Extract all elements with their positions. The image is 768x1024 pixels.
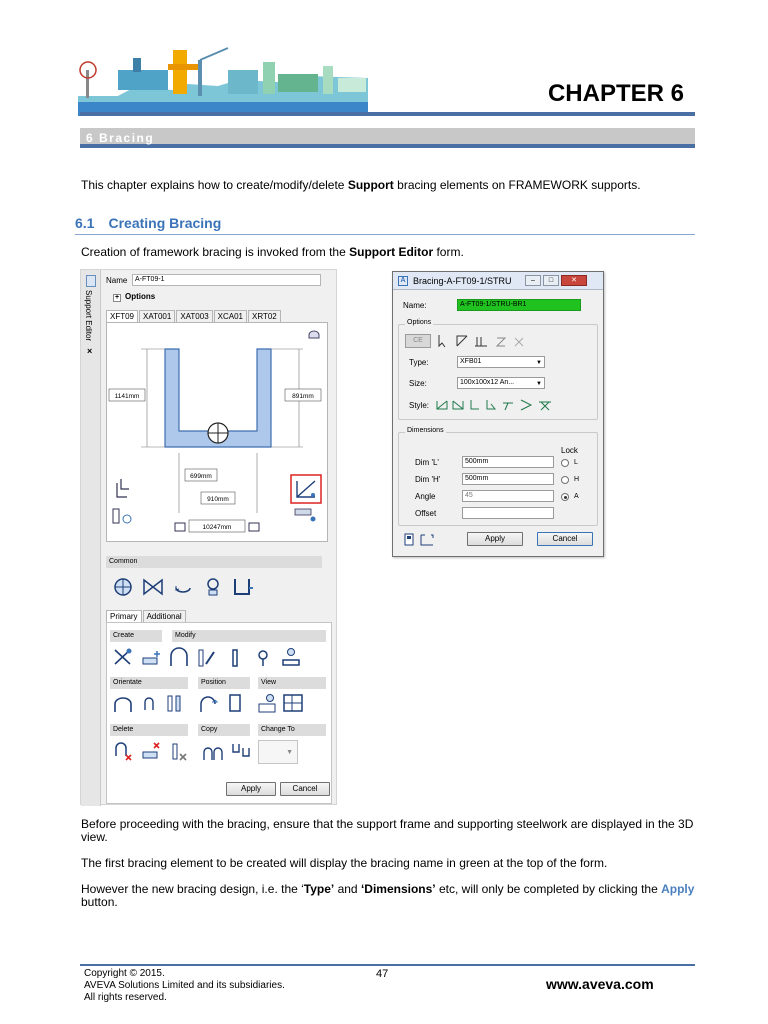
copyright-line-3: All rights reserved. bbox=[84, 992, 167, 1003]
apply-paragraph bbox=[81, 883, 695, 909]
copy-u-icon[interactable] bbox=[230, 740, 252, 762]
modify-arch-icon[interactable] bbox=[168, 646, 190, 668]
view-group-header: View bbox=[258, 677, 326, 689]
lock-l-label: L bbox=[574, 459, 578, 466]
delete-column-icon[interactable] bbox=[168, 740, 190, 762]
creation-paragraph bbox=[81, 246, 464, 259]
attach-rotate-icon[interactable] bbox=[113, 509, 131, 523]
position-move-icon[interactable] bbox=[198, 692, 220, 714]
style-4-icon[interactable] bbox=[487, 400, 495, 409]
tab-xrt02[interactable]: XRT02 bbox=[248, 310, 281, 322]
header-banner-graphic bbox=[78, 40, 368, 116]
section-title: 6 Bracing bbox=[86, 131, 155, 145]
delete-group-header: Delete bbox=[110, 724, 188, 736]
copy-group-header: Copy bbox=[198, 724, 250, 736]
lock-label: Lock bbox=[561, 446, 578, 455]
intro-text-c: bracing elements on FRAMEWORK supports. bbox=[393, 178, 641, 192]
view-grid-icon[interactable] bbox=[282, 692, 304, 714]
se-tab-strip bbox=[106, 310, 282, 322]
orientate-flip-icon[interactable] bbox=[138, 692, 160, 714]
first-bracing-paragraph: The first bracing element to be created will display the bracing name in green at the top of the form. bbox=[81, 856, 608, 870]
dimensions-legend: Dimensions bbox=[407, 427, 444, 434]
rotate-icon[interactable] bbox=[172, 576, 194, 598]
lock-a-radio[interactable] bbox=[561, 493, 569, 501]
position-group-header: Position bbox=[198, 677, 250, 689]
position-rect-icon[interactable] bbox=[224, 692, 246, 714]
chapter-title: CHAPTER 6 bbox=[547, 80, 684, 107]
modify-group-header: Modify bbox=[172, 630, 326, 642]
ce-button[interactable]: CE bbox=[405, 334, 431, 348]
common-group-header: Common bbox=[106, 556, 322, 568]
app-icon: A bbox=[398, 276, 408, 286]
intro-paragraph bbox=[81, 179, 641, 192]
style-label: Style: bbox=[409, 401, 430, 410]
style-1-icon[interactable] bbox=[437, 401, 447, 409]
copyright-line-1: Copyright © 2015. bbox=[84, 968, 165, 979]
se-options-toggle[interactable] bbox=[113, 292, 155, 302]
angle-input[interactable]: 45 bbox=[462, 490, 554, 502]
se-name-label: Name bbox=[106, 276, 128, 285]
common-icon-row bbox=[112, 576, 254, 598]
tab-additional[interactable]: Additional bbox=[143, 610, 186, 622]
u-frame-icon[interactable] bbox=[232, 576, 254, 598]
minimize-icon[interactable]: – bbox=[525, 275, 541, 286]
lock-a-label: A bbox=[574, 493, 579, 500]
p1-text-bold: Support Editor bbox=[349, 245, 434, 259]
dim-l-input[interactable]: 500mm bbox=[462, 456, 554, 468]
bottom-left-icon[interactable] bbox=[175, 523, 185, 531]
dim-d3-label[interactable]: 10247mm bbox=[202, 524, 232, 531]
modify-hanger-icon[interactable] bbox=[252, 646, 274, 668]
p1-text-a: Creation of framework bracing is invoked from the bbox=[81, 245, 350, 259]
bottom-right-icon[interactable] bbox=[249, 523, 259, 531]
style-7-icon[interactable] bbox=[539, 402, 551, 410]
angle-label: Angle bbox=[415, 492, 436, 501]
subsection-title: Creating Bracing bbox=[108, 215, 222, 231]
double-column-icon[interactable] bbox=[475, 337, 487, 346]
se-cancel-button[interactable]: Cancel bbox=[280, 782, 330, 796]
create-modify-icon-row bbox=[112, 646, 302, 668]
tab-primary[interactable]: Primary bbox=[106, 610, 142, 622]
dim-right-label[interactable]: 891mm bbox=[292, 393, 314, 400]
support-editor-vertical-title: Support Editor bbox=[84, 290, 93, 342]
proceed-paragraph: Before proceeding with the bracing, ensure that the support frame and supporting steelwork are displayed in the 3D view. bbox=[81, 817, 694, 844]
bracing-apply-button[interactable]: Apply bbox=[467, 532, 523, 546]
bracing-dialog bbox=[392, 271, 604, 557]
expand-icon[interactable]: + bbox=[114, 294, 120, 301]
lock-h-radio[interactable] bbox=[561, 476, 569, 484]
bracing-cancel-button[interactable]: Cancel bbox=[537, 532, 593, 546]
bracing-name-label: Name: bbox=[403, 301, 427, 310]
style-6-icon[interactable] bbox=[521, 400, 531, 410]
delete-plate-icon[interactable] bbox=[140, 740, 162, 762]
lock-l-radio[interactable] bbox=[561, 459, 569, 467]
globe-icon[interactable] bbox=[112, 576, 134, 598]
modify-user-icon[interactable] bbox=[280, 646, 302, 668]
chevron-down-icon: ▼ bbox=[536, 381, 542, 387]
subsection-rule bbox=[75, 234, 695, 235]
support-drawing-canvas[interactable] bbox=[106, 322, 328, 542]
lock-h-label: H bbox=[574, 476, 580, 483]
bracing-small-icon[interactable] bbox=[295, 509, 316, 522]
bracing-icon[interactable] bbox=[291, 475, 321, 503]
offset-input[interactable] bbox=[462, 507, 554, 519]
se-name-input[interactable]: A-FT09-1 bbox=[132, 274, 321, 286]
p4-text-and: and bbox=[334, 882, 361, 896]
support-editor-sidetab bbox=[81, 270, 101, 806]
change-to-dropdown[interactable] bbox=[258, 740, 298, 764]
size-value: 100x100x12 An... bbox=[460, 379, 515, 386]
type-label: Type: bbox=[409, 358, 429, 367]
modify-edit-icon[interactable] bbox=[196, 646, 218, 668]
clamp-icon[interactable] bbox=[202, 576, 224, 598]
chevron-down-icon: ▼ bbox=[286, 749, 293, 756]
apply-link[interactable]: Apply bbox=[661, 882, 695, 896]
orientate-position-view-icon-row bbox=[112, 692, 304, 714]
dim-h-label: Dim 'H' bbox=[415, 475, 441, 484]
orientate-columns-icon[interactable] bbox=[164, 692, 186, 714]
maximize-icon[interactable]: □ bbox=[543, 275, 559, 286]
style-2-icon[interactable] bbox=[453, 401, 463, 409]
flip-v-icon[interactable] bbox=[515, 338, 523, 346]
intro-text-a: This chapter explains how to create/modify/delete bbox=[81, 178, 348, 192]
attach-icon[interactable] bbox=[117, 479, 129, 497]
p4-text-e: etc, will only be completed by clicking the bbox=[435, 882, 662, 896]
info-icon[interactable] bbox=[405, 534, 413, 545]
pin-icon[interactable] bbox=[86, 275, 96, 287]
p1-text-c: form. bbox=[433, 245, 464, 259]
page-number: 47 bbox=[376, 968, 389, 980]
subsection-number: 6.1 bbox=[75, 215, 95, 231]
bowtie-icon[interactable] bbox=[142, 576, 164, 598]
flip-h-icon[interactable] bbox=[497, 338, 505, 346]
create-bracing-icon[interactable] bbox=[112, 646, 134, 668]
p4-text-dimensions: ‘Dimensions’ bbox=[360, 882, 436, 896]
subsection-heading bbox=[75, 215, 221, 231]
se-options-label: Options bbox=[125, 292, 156, 301]
tab-xat003[interactable]: XAT003 bbox=[176, 310, 212, 322]
primary-tab-strip bbox=[106, 610, 187, 622]
website-link[interactable]: www.aveva.com bbox=[546, 976, 654, 992]
bracing-name-field[interactable]: A-FT09-1/STRU-BR1 bbox=[457, 299, 581, 311]
size-label: Size: bbox=[409, 379, 427, 388]
options-tool-icons bbox=[435, 334, 555, 348]
dim-d2-label[interactable]: 910mm bbox=[207, 496, 229, 503]
bracing-select-icon[interactable] bbox=[457, 336, 467, 346]
create-plate-icon[interactable] bbox=[140, 646, 162, 668]
modify-column-icon[interactable] bbox=[224, 646, 246, 668]
tab-xft09[interactable]: XFT09 bbox=[106, 310, 138, 322]
style-3-icon[interactable] bbox=[471, 400, 479, 409]
view-toggle-icon[interactable] bbox=[309, 331, 319, 338]
orientate-group-header: Orientate bbox=[110, 677, 188, 689]
close-window-icon[interactable]: ✕ bbox=[561, 275, 587, 286]
dialog-title: Bracing-A-FT09-1/STRU bbox=[413, 276, 512, 286]
type-select[interactable] bbox=[457, 356, 545, 368]
dimension-icon[interactable] bbox=[421, 535, 433, 545]
orientate-arch-icon[interactable] bbox=[112, 692, 134, 714]
dim-h-input[interactable]: 500mm bbox=[462, 473, 554, 485]
dim-d1-label[interactable]: 699mm bbox=[190, 473, 212, 480]
intro-text-bold: Support bbox=[347, 178, 394, 192]
offset-label: Offset bbox=[415, 509, 437, 518]
chevron-down-icon: ▼ bbox=[536, 360, 542, 366]
se-apply-button[interactable]: Apply bbox=[226, 782, 276, 796]
copy-arch-icon[interactable] bbox=[202, 740, 224, 762]
dialog-footer-icons bbox=[403, 532, 443, 548]
section-bar bbox=[80, 128, 695, 148]
style-icons bbox=[435, 398, 565, 412]
close-icon[interactable]: × bbox=[87, 346, 93, 356]
view-person-icon[interactable] bbox=[256, 692, 278, 714]
pointer-icon[interactable] bbox=[439, 335, 445, 347]
p4-text-type: Type’ bbox=[303, 882, 335, 896]
header-rule bbox=[80, 112, 695, 116]
p4-text-g: button. bbox=[81, 895, 118, 909]
p4-text-a: However the new bracing design, i.e. the ‘ bbox=[81, 882, 304, 896]
options-legend: Options bbox=[407, 319, 432, 326]
change-to-group-header: Change To bbox=[258, 724, 326, 736]
footer-copyright bbox=[84, 968, 285, 1004]
delete-arch-icon[interactable] bbox=[112, 740, 134, 762]
create-group-header: Create bbox=[110, 630, 162, 642]
footer-rule bbox=[80, 964, 695, 966]
tab-xca01[interactable]: XCA01 bbox=[214, 310, 247, 322]
support-frame-drawing bbox=[107, 323, 329, 543]
delete-copy-change-icon-row bbox=[112, 740, 298, 764]
size-select[interactable] bbox=[457, 377, 545, 389]
style-5-icon[interactable] bbox=[503, 403, 513, 410]
type-value: XFB01 bbox=[460, 358, 482, 365]
dim-l-label: Dim 'L' bbox=[415, 458, 439, 467]
tab-xat001[interactable]: XAT001 bbox=[139, 310, 175, 322]
dialog-title-bar[interactable] bbox=[393, 272, 603, 290]
copyright-line-2: AVEVA Solutions Limited and its subsidiaries. bbox=[84, 980, 285, 991]
dim-left-label[interactable]: 1141mm bbox=[114, 393, 140, 400]
